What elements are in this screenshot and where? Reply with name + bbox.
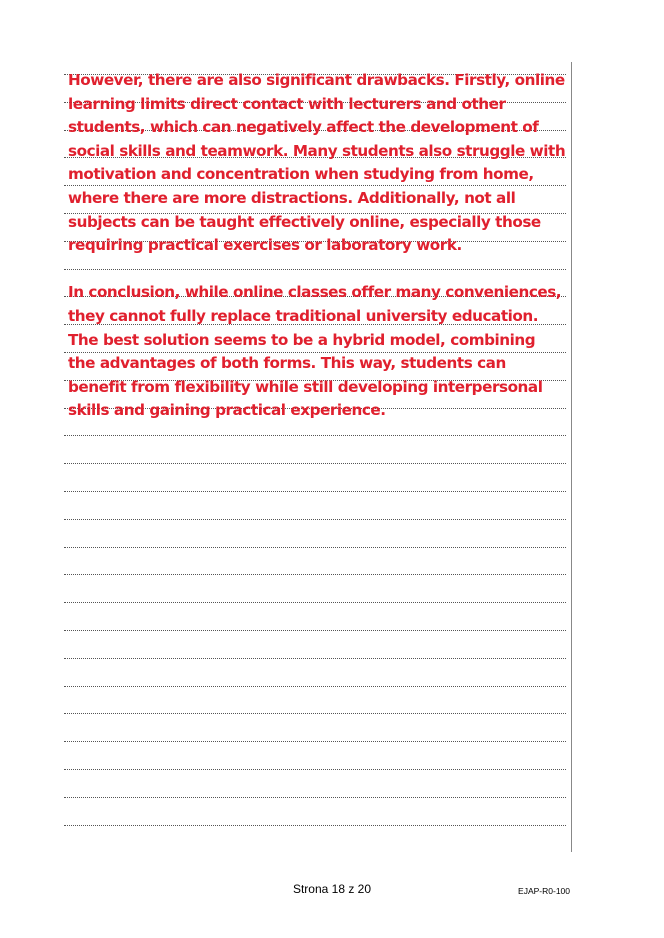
ruled-line bbox=[64, 574, 566, 575]
ruled-line bbox=[64, 686, 566, 687]
ruled-line bbox=[64, 658, 566, 659]
handwritten-answer bbox=[68, 69, 566, 423]
ruled-line bbox=[64, 602, 566, 603]
ruled-line bbox=[64, 463, 566, 464]
answer-paragraph-1: However, there are also significant drawbacks. Firstly, online learning limits direct contact with lecturers and other students, which can negatively affect the development of social skills and teamwork. Many students also struggle with motivation and concentration when studying from home, where there are more distractions. Additionally, not all subjects can be taught effectively online, especially those requiring practical exercises or laboratory work. bbox=[68, 71, 566, 255]
ruled-line bbox=[64, 547, 566, 548]
ruled-line bbox=[64, 797, 566, 798]
ruled-line bbox=[64, 519, 566, 520]
ruled-line bbox=[64, 713, 566, 714]
answer-paragraph-2: In conclusion, while online classes offer many conveniences, they cannot fully replace traditional university education. The best solution seems to be a hybrid model, combining the advantages of both forms. This way, students can benefit from flexibility while still developing interpersonal skills and gaining practical experience. bbox=[68, 283, 562, 420]
page-number: Strona 18 z 20 bbox=[292, 882, 372, 896]
ruled-line bbox=[64, 769, 566, 770]
ruled-line bbox=[64, 630, 566, 631]
ruled-line bbox=[64, 825, 566, 826]
exam-code: EJAP-R0-100 bbox=[518, 886, 570, 896]
ruled-line bbox=[64, 741, 566, 742]
ruled-line bbox=[64, 491, 566, 492]
ruled-line bbox=[64, 435, 566, 436]
right-margin-rule bbox=[571, 62, 572, 852]
